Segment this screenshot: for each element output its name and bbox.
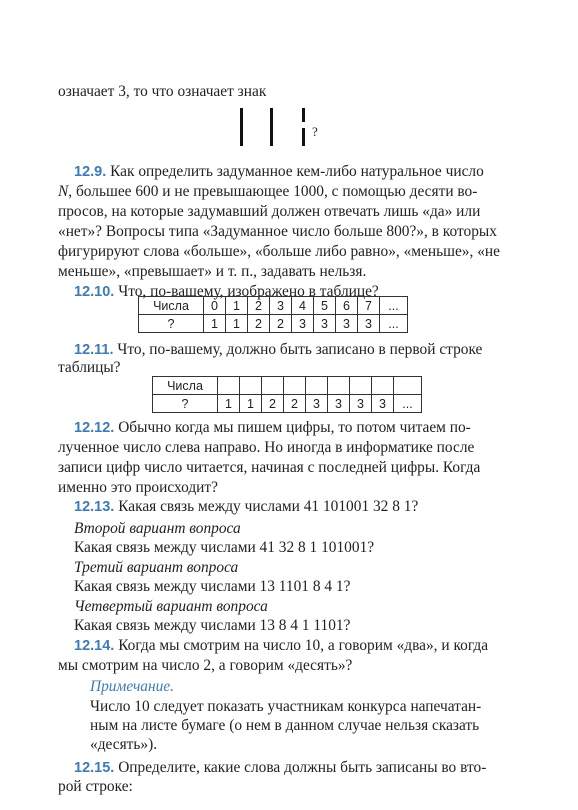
text-line: означает 3, то что означает знак [58, 83, 267, 100]
paragraph-12-9-line-2: N, большее 600 и не превышающее 1000, с помощью десяти во- [58, 183, 478, 200]
table-cell [328, 377, 350, 395]
item-number: 12.14. [74, 638, 115, 654]
variant-2-heading: Второй вариант вопроса [74, 520, 241, 537]
variant-4-text: Какая связь между числами 13 8 4 1 1101? [74, 617, 351, 634]
variant-3-text: Какая связь между числами 13 1101 8 4 1? [74, 578, 351, 595]
paragraph-12-15-line-1 [74, 758, 486, 778]
table-cell [394, 377, 422, 395]
item-number: 12.15. [74, 760, 115, 776]
item-number: 12.13. [74, 499, 115, 515]
table-header: Числа [153, 377, 218, 395]
item-number: 12.12. [74, 420, 115, 436]
item-number: 12.10. [74, 284, 115, 300]
item-number: 12.11. [74, 342, 114, 358]
table-cell: 0 [204, 297, 226, 315]
table-cell: 2 [262, 395, 284, 413]
table-header: Числа [139, 297, 204, 315]
numbers-table-2 [152, 376, 422, 413]
paragraph-12-12-line-4: именно это происходит? [58, 479, 218, 496]
table-cell: 4 [292, 297, 314, 315]
paragraph-12-11-line-2: таблицы? [58, 359, 121, 376]
table-cell: ... [380, 297, 408, 315]
table-cell: 3 [372, 395, 394, 413]
text: Что, по-вашему, должно быть записано в первой строке [117, 341, 483, 358]
paragraph-12-9-line-6: меньше», «превышает» и т. п., задавать нельзя. [58, 263, 367, 280]
table-cell [306, 377, 328, 395]
table-cell: 3 [292, 315, 314, 333]
table-row-label: ? [139, 315, 204, 333]
table-cell [240, 377, 262, 395]
table-cell: 1 [226, 315, 248, 333]
note-line-2: ным на листе бумаге (о нем в данном случае нельзя сказать [90, 717, 480, 734]
table-cell: 2 [248, 297, 270, 315]
table-cell: ... [394, 395, 422, 413]
table-cell: 3 [358, 315, 380, 333]
table-cell [218, 377, 240, 395]
text: Когда мы смотрим на число 10, а говорим «два», и когда [118, 637, 489, 654]
table-cell: 6 [336, 297, 358, 315]
table-cell: 3 [306, 395, 328, 413]
note-heading: Примечание. [90, 678, 175, 695]
text: Как определить задуманное кем-либо натуральное число [110, 163, 484, 180]
table-cell: 3 [314, 315, 336, 333]
table-cell: 2 [248, 315, 270, 333]
numbers-table-1 [138, 296, 408, 333]
paragraph-12-12-line-1 [74, 418, 471, 438]
paragraph-12-9-line-3: просов, на которые задумавший должен отвечать лишь «да» или [58, 203, 481, 220]
variant-2-text: Какая связь между числами 41 32 8 1 101001? [74, 539, 375, 556]
table-row-label: ? [153, 395, 218, 413]
text: Какая связь между числами 41 101001 32 8 1? [118, 498, 419, 515]
paragraph-12-14-line-1 [74, 636, 488, 656]
question-mark: ? [312, 124, 318, 139]
paragraph-12-9-line-1 [74, 162, 484, 182]
table-cell: 3 [336, 315, 358, 333]
paragraph-12-9-line-5: фигурируют слова «больше», «больше либо равно», «меньше», «не [58, 243, 500, 260]
paragraph-12-13 [74, 497, 418, 517]
table-cell: 1 [218, 395, 240, 413]
table-cell: 2 [284, 395, 306, 413]
variant-3-heading: Третий вариант вопроса [74, 559, 239, 576]
paragraph-12-12-line-2: лученное число слева направо. Но иногда в информатике после [58, 439, 475, 456]
table-cell: 2 [270, 315, 292, 333]
paragraph-12-9-line-4: «нет»? Вопросы типа «Задуманное число больше 800?», в которых [58, 223, 497, 240]
paragraph-12-14-line-2: мы смотрим на число 2, а говорим «десять»? [58, 657, 353, 674]
table-cell: ... [380, 315, 408, 333]
text: Определите, какие слова должны быть записаны во вто- [118, 759, 487, 776]
table-cell [262, 377, 284, 395]
paragraph-12-12-line-3: записи цифр число читается, начиная с последней цифры. Когда [58, 459, 481, 476]
table-cell [350, 377, 372, 395]
table-cell: 3 [350, 395, 372, 413]
table-cell: 1 [240, 395, 262, 413]
item-number: 12.9. [74, 164, 107, 180]
variant-4-heading: Четвертый вариант вопроса [74, 598, 268, 615]
note-line-3: «десять»). [90, 736, 158, 753]
table-cell: 1 [204, 315, 226, 333]
note-line-1: Число 10 следует показать участникам конкурса напечатан- [90, 698, 482, 715]
table-cell: 3 [270, 297, 292, 315]
table-cell: 5 [314, 297, 336, 315]
table-cell [372, 377, 394, 395]
table-cell: 7 [358, 297, 380, 315]
table-cell [284, 377, 306, 395]
text: Обычно когда мы пишем цифры, то потом читаем по- [118, 419, 471, 436]
table-cell: 3 [328, 395, 350, 413]
paragraph-12-15-line-2: рой строке: [58, 778, 133, 795]
table-cell: 1 [226, 297, 248, 315]
paragraph-12-11-line-1 [74, 340, 482, 360]
text: Что, по-вашему, изображено в таблице? [118, 283, 379, 300]
